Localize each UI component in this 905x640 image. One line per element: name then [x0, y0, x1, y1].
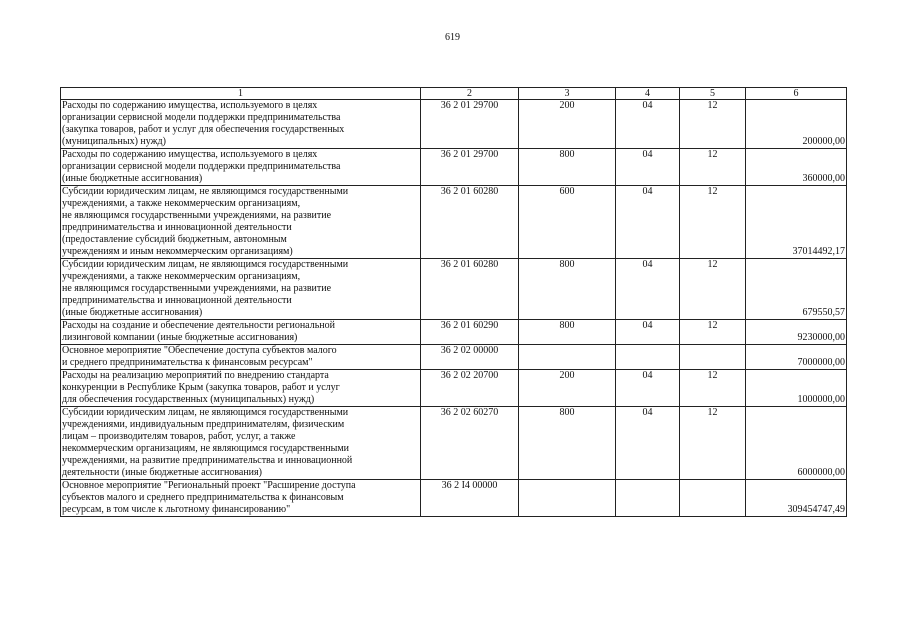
row-section-cell: 04: [616, 407, 680, 480]
row-code-cell: 36 2 01 29700: [421, 100, 519, 149]
table-row: [61, 259, 847, 320]
row-name-cell: Расходы на реализацию мероприятий по внедрению стандарта конкуренции в Республике Крым (закупка товаров, работ и услуг для обеспечения государственных (муниципальных) нужд): [61, 370, 421, 407]
row-expense-type-cell: 800: [519, 259, 616, 320]
row-subsection-cell: 12: [680, 149, 746, 186]
row-amount-cell: 7000000,00: [746, 345, 847, 370]
row-subsection-cell: 12: [680, 370, 746, 407]
row-amount-cell: 1000000,00: [746, 370, 847, 407]
row-code-cell: 36 2 02 20700: [421, 370, 519, 407]
row-expense-type-cell: 800: [519, 149, 616, 186]
budget-table: [60, 87, 847, 517]
row-name-cell: Расходы по содержанию имущества, используемого в целях организации сервисной модели поддержки предпринимательства (иные бюджетные ассигнования): [61, 149, 421, 186]
table-row: [61, 320, 847, 345]
row-amount-cell: 679550,57: [746, 259, 847, 320]
row-amount-cell: 309454747,49: [746, 480, 847, 517]
row-amount-cell: 360000,00: [746, 149, 847, 186]
row-expense-type-cell: 200: [519, 370, 616, 407]
row-name-cell: Основное мероприятие "Региональный проект "Расширение доступа субъектов малого и среднего предпринимательства к финансовым ресурсам, в том числе к льготному финансированию": [61, 480, 421, 517]
header-cell-name: 1: [61, 88, 421, 100]
row-name-cell: Субсидии юридическим лицам, не являющимся государственными учреждениями, а также некоммерческим организациям, не являющимся государственными учреждениями, на развитие предпринимательства и инновационной деятельности (предоставление субсидий бюджетным, автономным учреждениям и иным некоммерческим организациям): [61, 186, 421, 259]
header-cell-pr: 5: [680, 88, 746, 100]
row-subsection-cell: [680, 345, 746, 370]
row-expense-type-cell: [519, 345, 616, 370]
row-amount-cell: 6000000,00: [746, 407, 847, 480]
row-subsection-cell: 12: [680, 100, 746, 149]
row-code-cell: 36 2 I4 00000: [421, 480, 519, 517]
row-code-cell: 36 2 02 00000: [421, 345, 519, 370]
row-expense-type-cell: 800: [519, 407, 616, 480]
row-code-cell: 36 2 01 60290: [421, 320, 519, 345]
row-section-cell: 04: [616, 186, 680, 259]
row-amount-cell: 37014492,17: [746, 186, 847, 259]
row-section-cell: 04: [616, 370, 680, 407]
row-section-cell: 04: [616, 320, 680, 345]
row-subsection-cell: [680, 480, 746, 517]
row-subsection-cell: 12: [680, 259, 746, 320]
row-code-cell: 36 2 02 60270: [421, 407, 519, 480]
table-row: [61, 370, 847, 407]
row-amount-cell: 9230000,00: [746, 320, 847, 345]
row-section-cell: 04: [616, 259, 680, 320]
page-number: 619: [445, 32, 460, 43]
table-row: [61, 186, 847, 259]
row-expense-type-cell: 600: [519, 186, 616, 259]
table-row: [61, 149, 847, 186]
row-subsection-cell: 12: [680, 186, 746, 259]
row-subsection-cell: 12: [680, 407, 746, 480]
row-expense-type-cell: [519, 480, 616, 517]
row-code-cell: 36 2 01 29700: [421, 149, 519, 186]
header-cell-code: 2: [421, 88, 519, 100]
row-expense-type-cell: 800: [519, 320, 616, 345]
row-name-cell: Расходы по содержанию имущества, используемого в целях организации сервисной модели поддержки предпринимательства (закупка товаров, работ и услуг для обеспечения государственных (муниципальных) нужд): [61, 100, 421, 149]
row-subsection-cell: 12: [680, 320, 746, 345]
row-section-cell: 04: [616, 100, 680, 149]
row-section-cell: [616, 480, 680, 517]
header-cell-vr: 3: [519, 88, 616, 100]
row-name-cell: Субсидии юридическим лицам, не являющимся государственными учреждениями, а также некоммерческим организациям, не являющимся государственными учреждениями, на развитие предпринимательства и инновационной деятельности (иные бюджетные ассигнования): [61, 259, 421, 320]
table-row: [61, 407, 847, 480]
row-name-cell: Субсидии юридическим лицам, не являющимся государственными учреждениями, индивидуальным предпринимателям, физическим лицам – производителям товаров, работ, услуг, а также некоммерческим организациям, не являющимся государственными учреждениями, на развитие предпринимательства и инновационной деятельности (иные бюджетные ассигнования): [61, 407, 421, 480]
row-name-cell: Расходы на создание и обеспечение деятельности региональной лизинговой компании (иные бюджетные ассигнования): [61, 320, 421, 345]
row-section-cell: [616, 345, 680, 370]
row-section-cell: 04: [616, 149, 680, 186]
row-name-cell: Основное мероприятие "Обеспечение доступа субъектов малого и среднего предпринимательства к финансовым ресурсам": [61, 345, 421, 370]
header-cell-rz: 4: [616, 88, 680, 100]
table-row: [61, 480, 847, 517]
header-cell-sum: 6: [746, 88, 847, 100]
row-amount-cell: 200000,00: [746, 100, 847, 149]
row-expense-type-cell: 200: [519, 100, 616, 149]
table-header-row: [61, 88, 847, 100]
table-row: [61, 100, 847, 149]
row-code-cell: 36 2 01 60280: [421, 259, 519, 320]
row-code-cell: 36 2 01 60280: [421, 186, 519, 259]
table-row: [61, 345, 847, 370]
